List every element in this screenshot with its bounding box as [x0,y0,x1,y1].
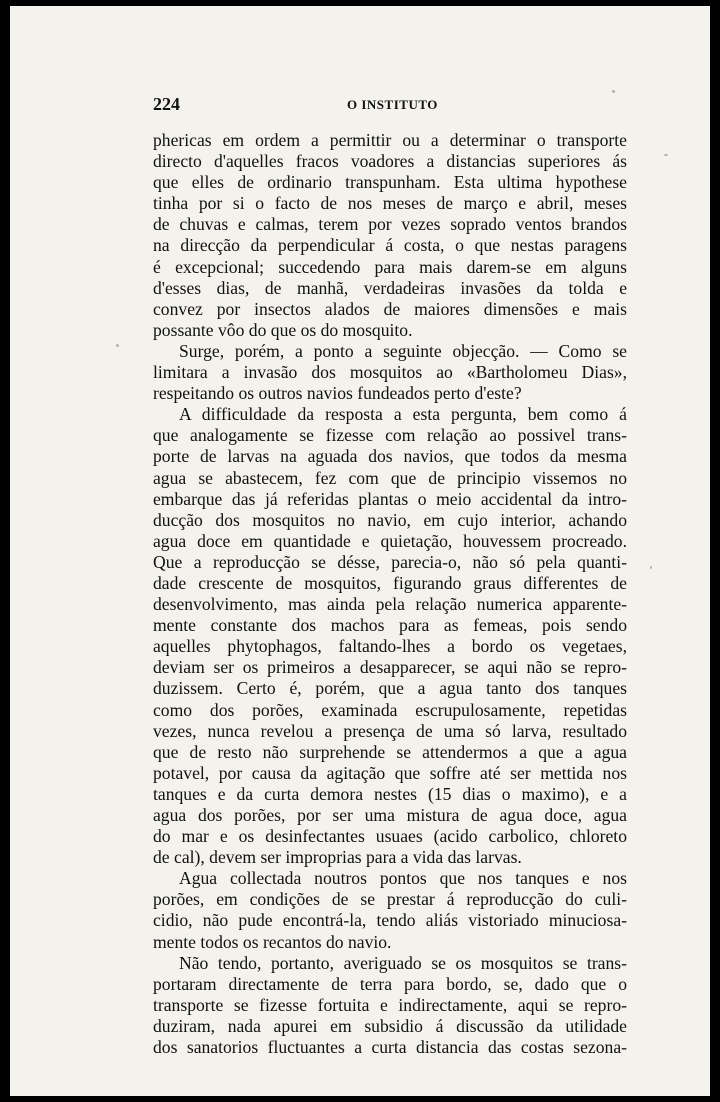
text-line: portaram directamente de terra para bordo, se, dado que o [153,973,627,994]
text-line: mente todos os recantos do navio. [153,931,392,952]
paragraph [153,953,627,1058]
text-line: transporte se fizesse fortuita e indirectamente, aqui se repro- [153,994,627,1015]
text-line: porte de larvas na aguada dos navios, que todos da mesma [153,446,627,467]
text-line: porões, em condições de se prestar á reproducção do culi- [153,889,627,910]
text-line: Surge, porém, a ponto a seguinte objecção. — Como se [179,340,627,361]
paper-speck [116,344,119,347]
paragraph [153,341,627,404]
text-line: é excepcional; succedendo para mais darem-se em alguns [153,256,627,277]
paper-speck [612,90,615,93]
text-line: dade crescente de mosquitos, figurando graus differentes de [153,572,627,593]
text-line: desenvolvimento, mas ainda pela relação numerica apparente- [153,594,627,615]
page-number: 224 [153,94,180,114]
text-line: de chuvas e calmas, terem por vezes soprado ventos brandos [153,214,627,235]
text-line: agua se abastecem, fez com que de principio vissemos no [153,467,627,488]
text-line: de cal), devem ser improprias para a vida das larvas. [153,847,522,868]
text-line: Que a reproducção se désse, parecia-o, não só pela quanti- [153,551,627,572]
text-line: Agua collectada noutros pontos que nos tanques e nos [179,868,627,889]
text-line: duziram, nada apurei em subsidio á discussão da utilidade [153,1015,627,1036]
text-line: que analogamente se fizesse com relação ao possivel trans- [153,425,627,446]
text-line: d'esses dias, de manhã, verdadeiras invasões da tolda e [153,277,627,298]
text-line: convez por insectos alados de maiores dimensões e mais [153,298,627,319]
text-line: potavel, por causa da agitação que soffre até ser mettida nos [153,762,627,783]
body-text [153,130,627,1058]
text-line: directo d'aquelles fracos voadores a distancias superiores ás [153,151,627,172]
book-page [10,6,710,1096]
text-line: deviam ser os primeiros a desapparecer, se aqui não se repro- [153,657,627,678]
text-line: duzissem. Certo é, porém, que a agua tanto dos tanques [153,678,627,699]
text-line: embarque das já referidas plantas o meio accidental da intro- [153,488,627,509]
text-line: que elles de ordinario transpunham. Esta ultima hypothese [153,172,627,193]
paragraph [153,130,627,341]
paragraph [153,404,627,868]
text-line: limitara a invasão dos mosquitos ao «Bartholomeu Dias», [153,362,627,383]
text-line: tinha por si o facto de nos meses de março e abril, meses [153,193,627,214]
running-head [10,94,710,114]
text-line: vezes, nunca revelou a presença de uma só larva, resultado [153,720,627,741]
journal-title: O INSTITUTO [347,97,438,112]
text-line: agua doce em quantidade e quietação, houvessem procreado. [153,530,627,551]
text-line: cidio, não pude encontrá-la, tendo aliás vistoriado minuciosa- [153,910,627,931]
paper-speck [664,154,668,156]
paper-speck [650,566,652,569]
text-line: na direcção da perpendicular á costa, o que nestas paragens [153,235,627,256]
text-line: dos sanatorios fluctuantes a curta distancia das costas sezona- [153,1037,627,1058]
paragraph [153,868,627,952]
text-line: do mar e os desinfectantes usuaes (acido carbolico, chloreto [153,826,627,847]
text-line: aquelles phytophagos, faltando-lhes a bordo os vegetaes, [153,636,627,657]
text-line: respeitando os outros navios fundeados perto d'este? [153,383,522,404]
text-line: mente constante dos machos para as femeas, pois sendo [153,615,627,636]
text-line: agua dos porões, por ser uma mistura de agua doce, agua [153,805,627,825]
text-line: como dos porões, examinada escrupulosamente, repetidas [153,699,627,720]
text-line: tanques e da curta demora nestes (15 dias o maximo), e a [153,783,627,804]
text-line: possante vôo do que os do mosquito. [153,319,413,340]
text-line: Não tendo, portanto, averiguado se os mosquitos se trans- [179,952,627,973]
text-line: phericas em ordem a permittir ou a determinar o transporte [153,130,627,150]
text-line: que de resto não surprehende se attendermos a que a agua [153,741,627,762]
text-line: A difficuldade da resposta a esta pergunta, bem como á [179,404,627,425]
text-line: ducção dos mosquitos no navio, em cujo interior, achando [153,509,627,530]
